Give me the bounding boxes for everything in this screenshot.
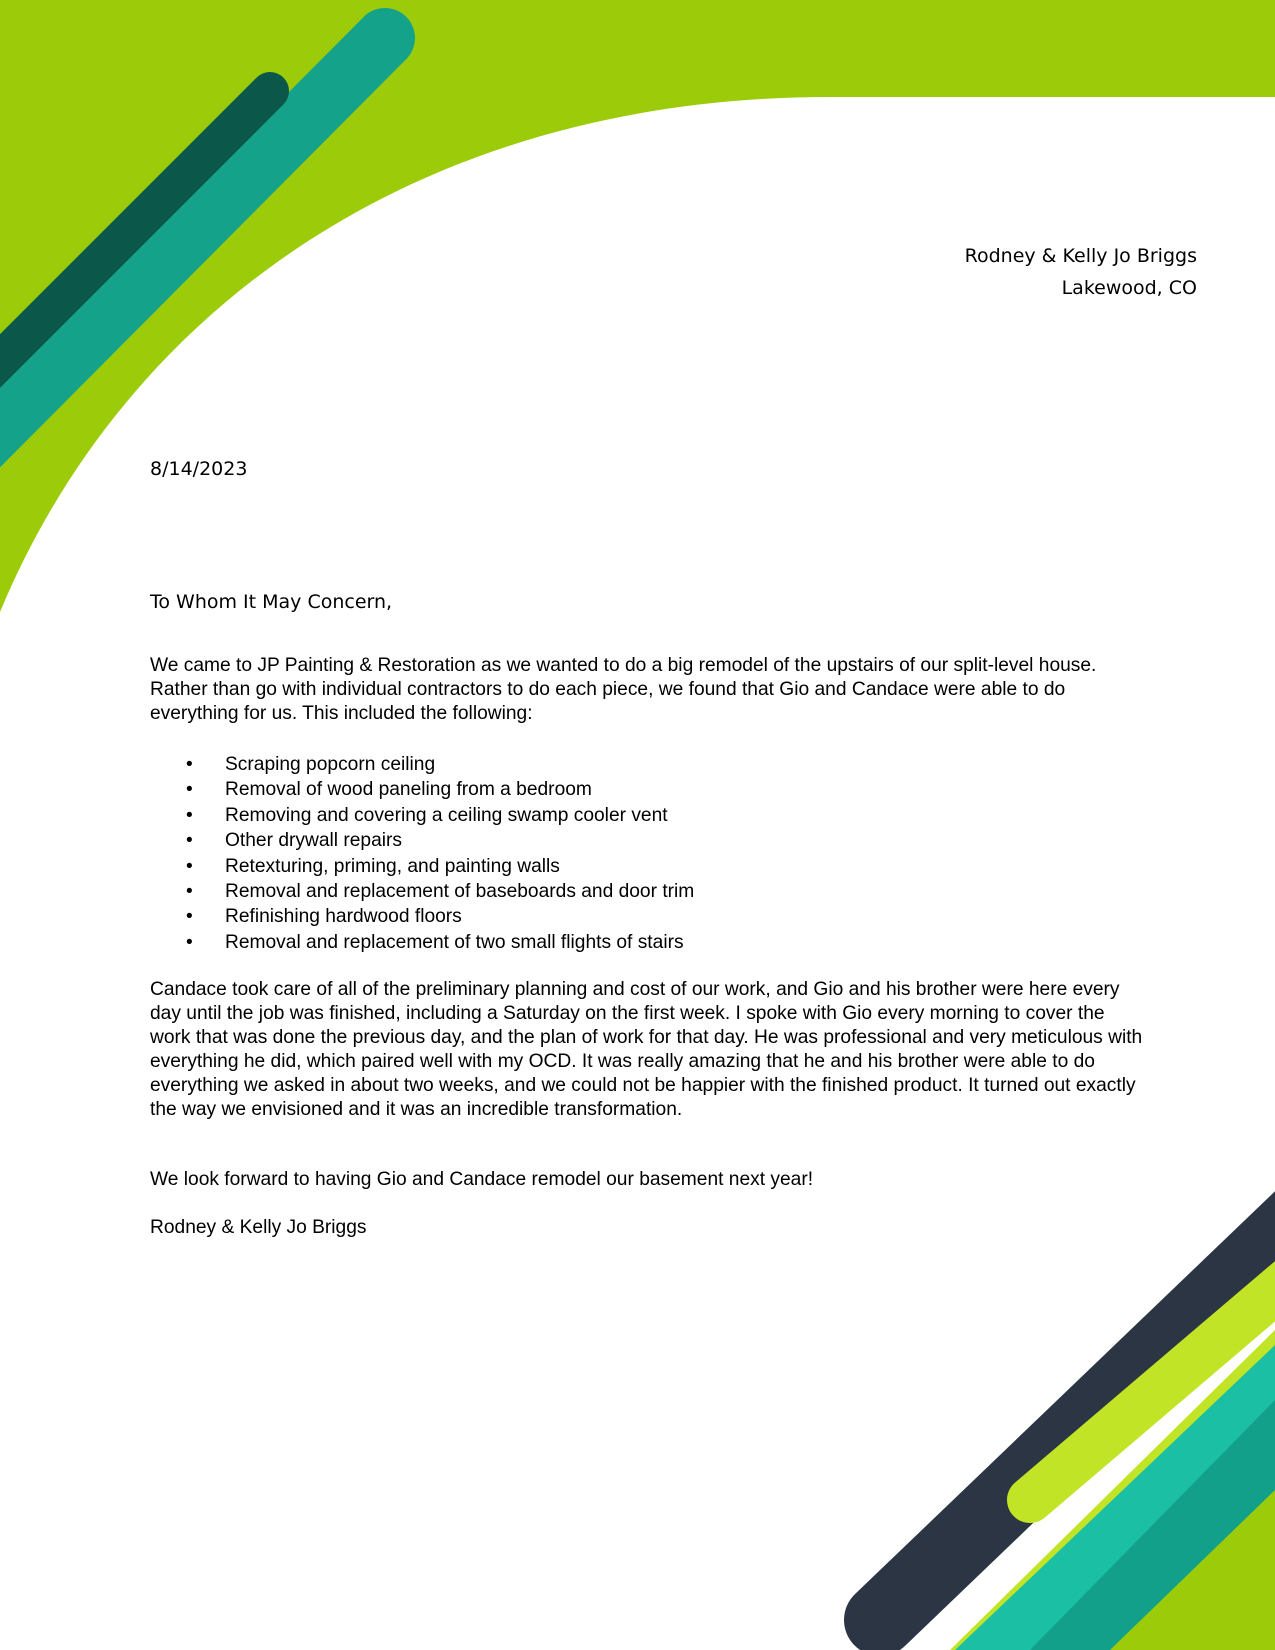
bullet: • (186, 804, 193, 826)
letter-date: 8/14/2023 (150, 458, 248, 480)
bullet: • (186, 881, 193, 903)
lime-corner (950, 1330, 1275, 1650)
sender-location: Lakewood, CO (1061, 277, 1197, 299)
closing-paragraph: We look forward to having Gio and Candace remodel our basement next year! (150, 1169, 814, 1190)
intro-paragraph: We came to JP Painting & Restoration as we wanted to do a big remodel of the upstairs of our split-level house. Rather than go with individual contractors to do each piece, we found that Gio and Candace were able to do everything for us. This included the following: (150, 655, 1097, 724)
bullet: • (186, 779, 193, 801)
navy-stripe (880, 1198, 1275, 1620)
bullet: • (186, 754, 193, 775)
bright-lime-stripe (1030, 1270, 1275, 1500)
list-item: • Removal and replacement of baseboards and door trim (150, 879, 1050, 904)
bullet: • (186, 906, 193, 928)
letter-greeting: To Whom It May Concern, (150, 591, 393, 613)
list-item: • Other drywall repairs (150, 828, 1050, 853)
services-list (150, 752, 1050, 955)
bullet: • (186, 855, 193, 877)
lime-corner-background (0, 0, 1275, 612)
teal-corner (955, 1345, 1275, 1650)
list-item: • Removing and covering a ceiling swamp cooler vent (150, 803, 1050, 828)
bullet: • (186, 931, 193, 953)
list-item: • Removal of wood paneling from a bedroom (150, 777, 1050, 802)
list-item: • Scraping popcorn ceiling (150, 752, 1050, 777)
dark-teal-corner (1030, 1400, 1275, 1650)
sender-name: Rodney & Kelly Jo Briggs (964, 245, 1197, 267)
lime-tip (1110, 1490, 1275, 1650)
list-item: • Removal and replacement of two small flights of stairs (150, 930, 1050, 955)
list-item: • Retexturing, priming, and painting walls (150, 854, 1050, 879)
details-paragraph: Candace took care of all of the preliminary planning and cost of our work, and Gio and his brother were here every day until the job was finished, including a Saturday on the first week. I spoke with Gio every morning to cover the work that was done the previous day, and the plan of work for that day. He was professional and very meticulous with everything he did, which paired well with my OCD. It was really amazing that he and his brother were able to do everything we asked in about two weeks, and we could not be happier with the finished product. It turned out exactly the way we envisioned and it was an incredible transformation. (150, 979, 1143, 1120)
top-left-decoration (0, 0, 1275, 620)
bullet: • (186, 830, 193, 852)
signoff: Rodney & Kelly Jo Briggs (150, 1217, 367, 1238)
list-item: • Refinishing hardwood floors (150, 904, 1050, 929)
sender-block (965, 240, 1197, 304)
